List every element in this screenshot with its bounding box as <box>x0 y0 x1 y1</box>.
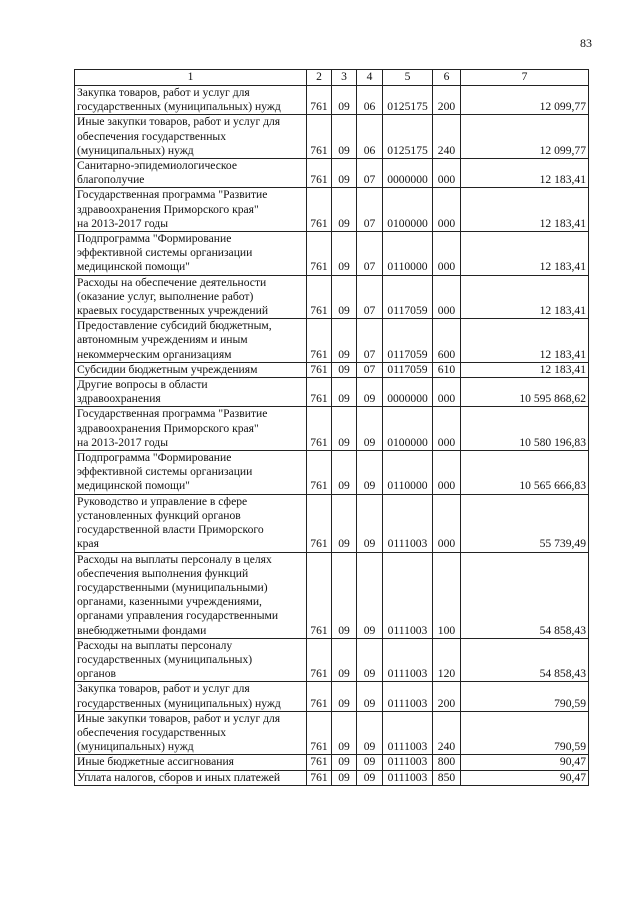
table-row <box>75 407 589 451</box>
row-art: 0117059 <box>383 319 433 363</box>
row-art: 0111003 <box>383 494 433 552</box>
row-type: 600 <box>433 319 461 363</box>
row-name: Расходы на выплаты персоналу государственных (муниципальных) органов <box>75 638 307 682</box>
table-row <box>75 362 589 377</box>
row-name: Подпрограмма "Формирование эффективной системы организации медицинской помощи" <box>75 232 307 276</box>
row-name: Иные закупки товаров, работ и услуг для обеспечения государственных (муниципальных) нужд <box>75 115 307 159</box>
row-grp: 761 <box>307 319 332 363</box>
row-sub: 09 <box>357 552 383 638</box>
row-sub: 07 <box>357 275 383 319</box>
header-col-sum: 7 <box>461 70 589 86</box>
row-sub: 07 <box>357 319 383 363</box>
row-name: Иные закупки товаров, работ и услуг для обеспечения государственных (муниципальных) нужд <box>75 711 307 755</box>
row-sum: 12 183,41 <box>461 362 589 377</box>
table-row <box>75 86 589 115</box>
table-row <box>75 682 589 711</box>
row-art: 0125175 <box>383 115 433 159</box>
row-sum: 12 183,41 <box>461 275 589 319</box>
table-row <box>75 494 589 552</box>
row-sec: 09 <box>332 682 357 711</box>
row-grp: 761 <box>307 362 332 377</box>
row-grp: 761 <box>307 770 332 785</box>
row-grp: 761 <box>307 86 332 115</box>
row-sum: 790,59 <box>461 711 589 755</box>
row-type: 240 <box>433 115 461 159</box>
header-col-grp: 2 <box>307 70 332 86</box>
row-sub: 09 <box>357 407 383 451</box>
row-name: Предоставление субсидий бюджетным, автономным учреждениям и иным некоммерческим организациям <box>75 319 307 363</box>
row-type: 100 <box>433 552 461 638</box>
row-type: 000 <box>433 232 461 276</box>
row-sec: 09 <box>332 188 357 232</box>
row-sec: 09 <box>332 451 357 495</box>
row-sec: 09 <box>332 755 357 770</box>
row-sec: 09 <box>332 378 357 407</box>
table-row <box>75 711 589 755</box>
row-sec: 09 <box>332 711 357 755</box>
row-grp: 761 <box>307 755 332 770</box>
row-grp: 761 <box>307 682 332 711</box>
row-name: Расходы на выплаты персоналу в целях обеспечения выполнения функций государственными (муниципальными) органами, казенными учреждениями, органами управления государственными внебюджетными фондами <box>75 552 307 638</box>
row-sum: 12 099,77 <box>461 115 589 159</box>
row-sum: 12 099,77 <box>461 86 589 115</box>
table-row <box>75 159 589 188</box>
row-name: Руководство и управление в сфере установленных функций органов государственной власти Приморского края <box>75 494 307 552</box>
row-art: 0111003 <box>383 682 433 711</box>
table-header <box>75 70 589 86</box>
row-sec: 09 <box>332 407 357 451</box>
row-sub: 09 <box>357 378 383 407</box>
row-sec: 09 <box>332 232 357 276</box>
row-type: 000 <box>433 159 461 188</box>
row-sum: 54 858,43 <box>461 638 589 682</box>
table-row <box>75 319 589 363</box>
row-grp: 761 <box>307 494 332 552</box>
row-grp: 761 <box>307 552 332 638</box>
table-row <box>75 755 589 770</box>
table-row <box>75 451 589 495</box>
row-sub: 09 <box>357 451 383 495</box>
row-name: Другие вопросы в области здравоохранения <box>75 378 307 407</box>
row-sec: 09 <box>332 362 357 377</box>
row-sum: 54 858,43 <box>461 552 589 638</box>
row-type: 000 <box>433 275 461 319</box>
row-type: 850 <box>433 770 461 785</box>
row-grp: 761 <box>307 275 332 319</box>
row-art: 0117059 <box>383 275 433 319</box>
row-type: 000 <box>433 407 461 451</box>
row-grp: 761 <box>307 407 332 451</box>
row-sec: 09 <box>332 552 357 638</box>
row-art: 0000000 <box>383 159 433 188</box>
row-sum: 55 739,49 <box>461 494 589 552</box>
row-art: 0111003 <box>383 770 433 785</box>
row-sub: 06 <box>357 86 383 115</box>
row-art: 0110000 <box>383 451 433 495</box>
row-grp: 761 <box>307 115 332 159</box>
row-sub: 07 <box>357 159 383 188</box>
row-name: Государственная программа "Развитие здравоохранения Приморского края" на 2013-2017 годы <box>75 407 307 451</box>
row-name: Закупка товаров, работ и услуг для государственных (муниципальных) нужд <box>75 86 307 115</box>
row-type: 240 <box>433 711 461 755</box>
row-sum: 90,47 <box>461 755 589 770</box>
row-art: 0125175 <box>383 86 433 115</box>
table-row <box>75 188 589 232</box>
row-sub: 07 <box>357 362 383 377</box>
row-art: 0117059 <box>383 362 433 377</box>
table-row <box>75 552 589 638</box>
row-sum: 12 183,41 <box>461 232 589 276</box>
row-art: 0000000 <box>383 378 433 407</box>
row-art: 0111003 <box>383 755 433 770</box>
row-sum: 10 595 868,62 <box>461 378 589 407</box>
header-col-sec: 3 <box>332 70 357 86</box>
row-grp: 761 <box>307 451 332 495</box>
row-sum: 790,59 <box>461 682 589 711</box>
row-sum: 90,47 <box>461 770 589 785</box>
row-art: 0110000 <box>383 232 433 276</box>
row-sum: 10 580 196,83 <box>461 407 589 451</box>
row-grp: 761 <box>307 638 332 682</box>
table-row <box>75 638 589 682</box>
row-type: 200 <box>433 682 461 711</box>
header-col-art: 5 <box>383 70 433 86</box>
row-sec: 09 <box>332 159 357 188</box>
row-type: 200 <box>433 86 461 115</box>
row-name: Государственная программа "Развитие здравоохранения Приморского края" на 2013-2017 годы <box>75 188 307 232</box>
table-row <box>75 115 589 159</box>
row-sum: 10 565 666,83 <box>461 451 589 495</box>
table-row <box>75 770 589 785</box>
row-art: 0100000 <box>383 407 433 451</box>
row-sum: 12 183,41 <box>461 188 589 232</box>
row-sub: 09 <box>357 755 383 770</box>
row-name: Подпрограмма "Формирование эффективной системы организации медицинской помощи" <box>75 451 307 495</box>
row-sec: 09 <box>332 275 357 319</box>
table-row <box>75 275 589 319</box>
table-body <box>75 86 589 786</box>
row-sec: 09 <box>332 494 357 552</box>
row-sub: 09 <box>357 638 383 682</box>
row-name: Иные бюджетные ассигнования <box>75 755 307 770</box>
budget-table <box>74 69 589 786</box>
row-sub: 09 <box>357 494 383 552</box>
table-row <box>75 232 589 276</box>
header-col-name: 1 <box>75 70 307 86</box>
row-type: 800 <box>433 755 461 770</box>
row-sec: 09 <box>332 770 357 785</box>
row-sub: 07 <box>357 188 383 232</box>
row-sec: 09 <box>332 86 357 115</box>
row-sec: 09 <box>332 319 357 363</box>
row-grp: 761 <box>307 232 332 276</box>
row-type: 000 <box>433 378 461 407</box>
row-art: 0100000 <box>383 188 433 232</box>
table-row <box>75 378 589 407</box>
row-grp: 761 <box>307 159 332 188</box>
row-name: Санитарно-эпидемиологическое благополучие <box>75 159 307 188</box>
row-grp: 761 <box>307 378 332 407</box>
row-sub: 09 <box>357 711 383 755</box>
row-sum: 12 183,41 <box>461 159 589 188</box>
row-sum: 12 183,41 <box>461 319 589 363</box>
row-type: 000 <box>433 451 461 495</box>
row-art: 0111003 <box>383 552 433 638</box>
page-number: 83 <box>580 36 592 50</box>
row-sub: 07 <box>357 232 383 276</box>
row-sub: 09 <box>357 682 383 711</box>
header-col-sub: 4 <box>357 70 383 86</box>
row-name: Уплата налогов, сборов и иных платежей <box>75 770 307 785</box>
row-type: 000 <box>433 494 461 552</box>
row-name: Расходы на обеспечение деятельности (оказание услуг, выполнение работ) краевых государственных учреждений <box>75 275 307 319</box>
row-art: 0111003 <box>383 711 433 755</box>
row-sec: 09 <box>332 638 357 682</box>
row-grp: 761 <box>307 188 332 232</box>
row-art: 0111003 <box>383 638 433 682</box>
row-name: Закупка товаров, работ и услуг для государственных (муниципальных) нужд <box>75 682 307 711</box>
row-grp: 761 <box>307 711 332 755</box>
row-sub: 09 <box>357 770 383 785</box>
row-sec: 09 <box>332 115 357 159</box>
header-row <box>75 70 589 86</box>
header-col-type: 6 <box>433 70 461 86</box>
row-name: Субсидии бюджетным учреждениям <box>75 362 307 377</box>
row-sub: 06 <box>357 115 383 159</box>
row-type: 610 <box>433 362 461 377</box>
row-type: 000 <box>433 188 461 232</box>
row-type: 120 <box>433 638 461 682</box>
